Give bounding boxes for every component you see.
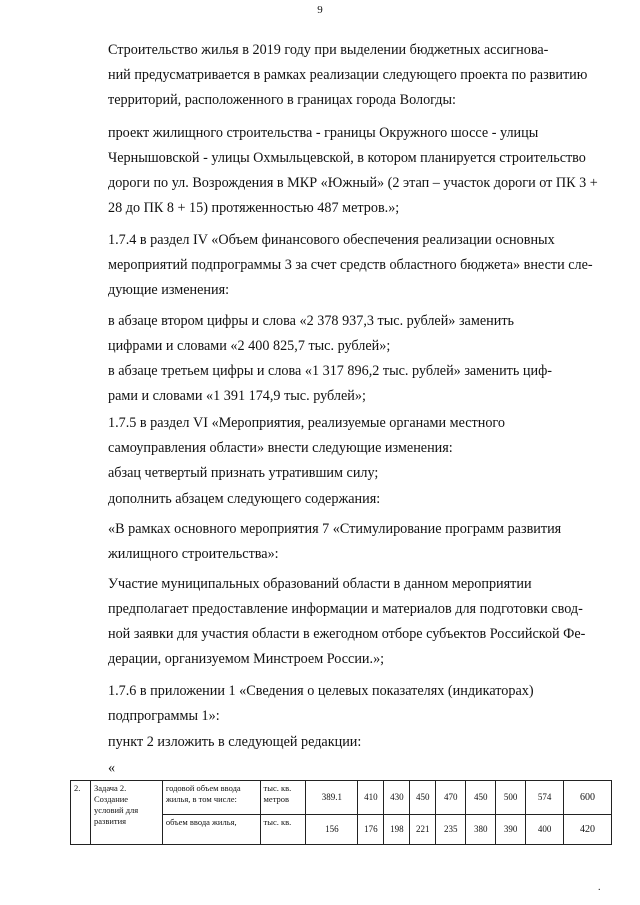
text-line: пункт 2 изложить в следующей редакции:: [108, 734, 362, 750]
text-line: в абзаце третьем цифры и слова «1 317 896,2 тыс. рублей» заменить циф-: [108, 363, 552, 379]
indicators-table: [70, 780, 612, 845]
text-line: ний предусматривается в рамках реализации следующего проекта по развитию: [108, 67, 588, 83]
paragraph-item-1-7-6: [70, 679, 600, 729]
value-cell: 389.1: [306, 781, 358, 815]
value-cell: 400: [526, 815, 564, 845]
text-line: «: [108, 760, 116, 776]
text-line: дороги по ул. Возрождения в МКР «Южный» (2 этап – участок дороги от ПК 3 +: [108, 175, 598, 191]
value-cell: 470: [436, 781, 466, 815]
paragraph-item-1-7-4: [70, 228, 600, 303]
paragraph-third-abzats: [70, 359, 600, 409]
corner-mark: .: [598, 882, 601, 893]
value-cell: 600: [564, 781, 612, 815]
paragraph-measure-7: [70, 517, 600, 567]
row-number-cell: 2.: [71, 781, 91, 845]
text-line: дующие изменения:: [108, 282, 230, 298]
text-line: рами и словами «1 391 174,9 тыс. рублей»;: [108, 388, 366, 404]
page-number: 9: [317, 4, 323, 16]
value-cell: 221: [410, 815, 436, 845]
text-line: мероприятий подпрограммы 3 за счет средств областного бюджета» внести сле-: [108, 257, 593, 273]
text-line: самоуправления области» внести следующие изменения:: [108, 440, 453, 456]
value-cell: 450: [410, 781, 436, 815]
text-line: предполагает предоставление информации и материалов для подготовки свод-: [108, 601, 583, 617]
text-line: дерации, организуемом Минстроем России.»;: [108, 651, 385, 667]
paragraph-open-quote: [70, 756, 600, 781]
value-cell: 574: [526, 781, 564, 815]
paragraph-point-2: [70, 730, 600, 755]
text-line: 1.7.6 в приложении 1 «Сведения о целевых показателях (индикаторах): [108, 683, 534, 699]
paragraph-housing-2019: [70, 38, 600, 113]
value-cell: 176: [358, 815, 384, 845]
value-cell: 380: [466, 815, 496, 845]
value-cell: 410: [358, 781, 384, 815]
text-line: 28 до ПК 8 + 15) протяженностью 487 метров.»;: [108, 200, 400, 216]
text-line: проект жилищного строительства - границы Окружного шоссе - улицы: [108, 125, 539, 141]
unit-cell: тыс. кв. метров: [260, 781, 306, 815]
paragraph-housing-project: [70, 121, 600, 221]
text-line: дополнить абзацем следующего содержания:: [108, 491, 381, 507]
value-cell: 450: [466, 781, 496, 815]
value-cell: 430: [384, 781, 410, 815]
paragraph-fourth-abzats-void: [70, 461, 600, 486]
value-cell: 500: [496, 781, 526, 815]
text-line: жилищного строительства»:: [108, 546, 279, 562]
table-row: [71, 781, 612, 815]
text-line: в абзаце втором цифры и слова «2 378 937,3 тыс. рублей» заменить: [108, 313, 514, 329]
paragraph-participation: [70, 572, 600, 672]
value-cell: 390: [496, 815, 526, 845]
text-line: Чернышовской - улицы Охмыльцевской, в котором планируется строительство: [108, 150, 586, 166]
paragraph-item-1-7-5: [70, 411, 600, 461]
paragraph-add-abzats: [70, 487, 600, 512]
indicator-cell: объем ввода жилья,: [162, 815, 260, 845]
text-line: Строительство жилья в 2019 году при выделении бюджетных ассигнова-: [108, 42, 549, 58]
text-line: территорий, расположенного в границах города Вологды:: [108, 92, 456, 108]
text-line: Участие муниципальных образований области в данном мероприятии: [108, 576, 532, 592]
value-cell: 156: [306, 815, 358, 845]
text-line: ной заявки для участия области в ежегодном отборе субъектов Российской Фе-: [108, 626, 586, 642]
paragraph-second-abzats: [70, 309, 600, 359]
task-cell: Задача 2. Создание условий для развития: [90, 781, 162, 845]
text-line: 1.7.4 в раздел IV «Объем финансового обеспечения реализации основных: [108, 232, 555, 248]
text-line: 1.7.5 в раздел VI «Мероприятия, реализуемые органами местного: [108, 415, 505, 431]
text-line: цифрами и словами «2 400 825,7 тыс. рублей»;: [108, 338, 391, 354]
value-cell: 235: [436, 815, 466, 845]
unit-cell: тыс. кв.: [260, 815, 306, 845]
value-cell: 198: [384, 815, 410, 845]
text-line: подпрограммы 1»:: [108, 708, 220, 724]
text-line: абзац четвертый признать утратившим силу;: [108, 465, 379, 481]
text-line: «В рамках основного мероприятия 7 «Стимулирование программ развития: [108, 521, 562, 537]
indicator-cell: годовой объем ввода жилья, в том числе:: [162, 781, 260, 815]
value-cell: 420: [564, 815, 612, 845]
